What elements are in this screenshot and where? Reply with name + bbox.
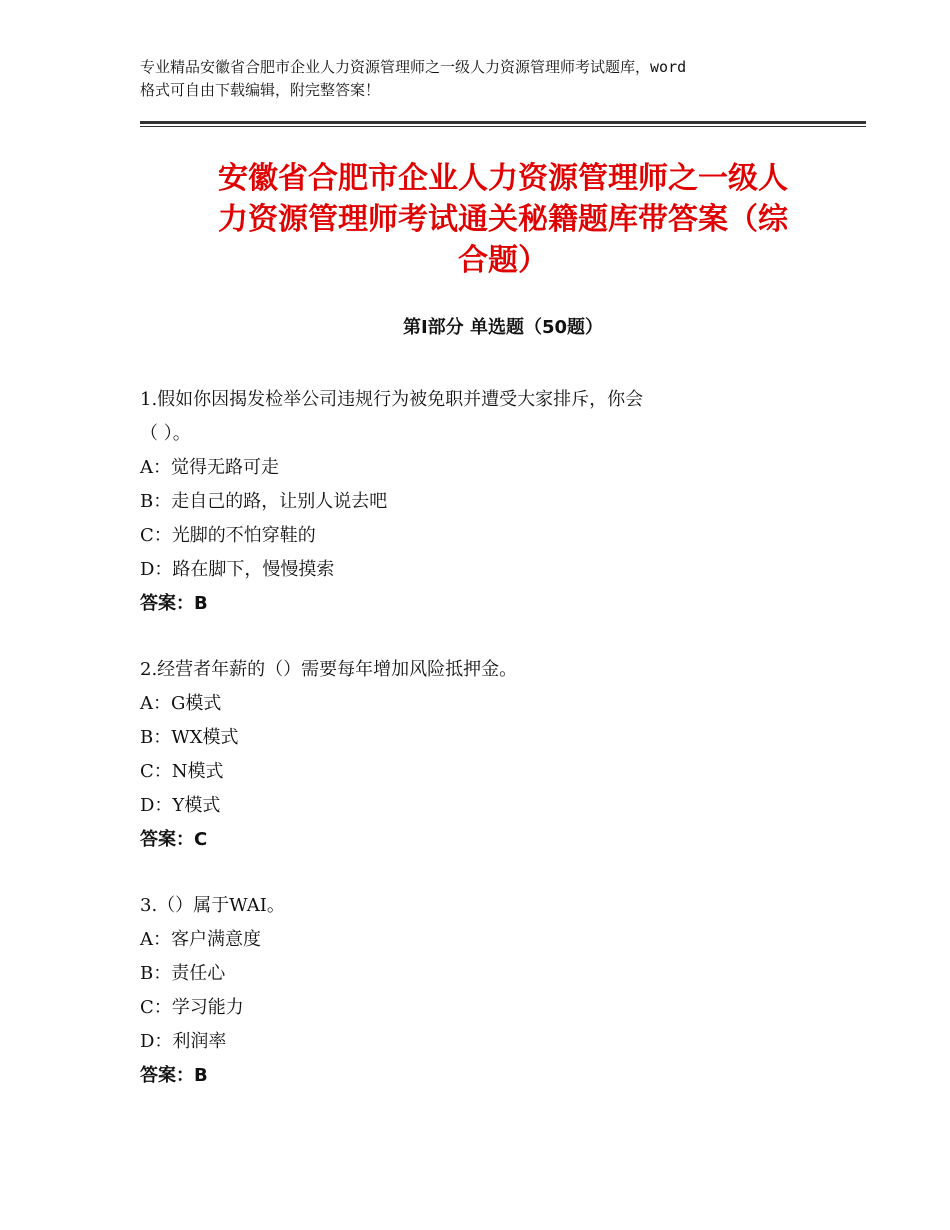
- option-d: D：Y模式: [140, 795, 221, 816]
- header-divider-thin: [140, 126, 866, 127]
- option-c: C：光脚的不怕穿鞋的: [140, 525, 316, 546]
- header-note-line-1: 专业精品安徽省合肥市企业人力资源管理师之一级人力资源管理师考试题库，word: [140, 58, 687, 76]
- question-1: [140, 383, 866, 621]
- option-d: D：利润率: [140, 1031, 227, 1052]
- document-title: [140, 158, 866, 281]
- option-b: B：走自己的路，让别人说去吧: [140, 491, 388, 512]
- title-line-1: 安徽省合肥市企业人力资源管理师之一级人: [218, 161, 788, 196]
- question-stem: 1.假如你因揭发检举公司违规行为被免职并遭受大家排斥，你会: [140, 389, 644, 410]
- question-stem: 3.（）属于WAI。: [140, 895, 285, 916]
- header-note: [140, 56, 830, 102]
- question-stem: 2.经营者年薪的（）需要每年增加风险抵押金。: [140, 659, 518, 680]
- question-3: [140, 889, 866, 1093]
- answer-label: 答案：C: [140, 829, 208, 850]
- option-c: C：学习能力: [140, 997, 244, 1018]
- question-list: [140, 383, 866, 1125]
- question-stem-continued: （ ）。: [140, 423, 191, 444]
- option-d: D：路在脚下，慢慢摸索: [140, 559, 335, 580]
- header-note-line-2: 格式可自由下载编辑，附完整答案！: [140, 81, 381, 99]
- option-a: A：觉得无路可走: [140, 457, 279, 478]
- option-b: B：责任心: [140, 963, 226, 984]
- answer-label: 答案：B: [140, 1065, 208, 1086]
- option-a: A：G模式: [140, 693, 222, 714]
- answer-label: 答案：B: [140, 593, 208, 614]
- header-divider-thick: [140, 121, 866, 124]
- section-heading: 第Ⅰ部分 单选题（50题）: [402, 317, 603, 338]
- question-2: [140, 653, 866, 857]
- option-a: A：客户满意度: [140, 929, 261, 950]
- option-c: C：N模式: [140, 761, 224, 782]
- title-line-2: 力资源管理师考试通关秘籍题库带答案（综: [218, 202, 788, 237]
- title-line-3: 合题）: [458, 243, 548, 278]
- option-b: B：WX模式: [140, 727, 239, 748]
